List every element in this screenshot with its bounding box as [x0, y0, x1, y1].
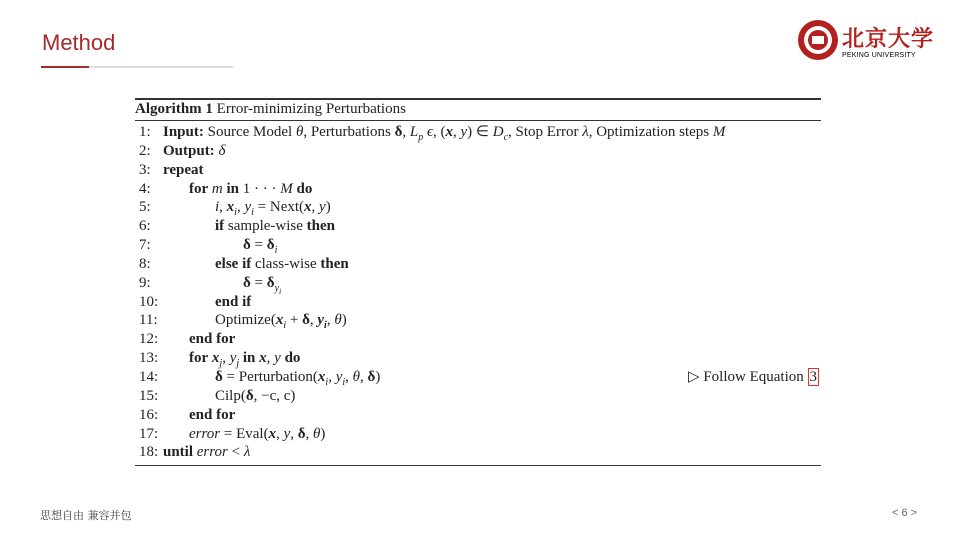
algorithm-name: Error-minimizing Perturbations	[216, 101, 406, 117]
algorithm-bottom-rule	[135, 465, 821, 466]
algorithm-box	[135, 98, 821, 466]
algo-line-12: 12: end for	[139, 331, 236, 348]
algo-line-9: 9: $\delta = \delta_{y_i}$	[139, 274, 282, 296]
algo-line-1: 1: Input: Source Model θ, Perturbations δ, $L_p$ ϵ, (x, y) ∈ $D_c$, Stop Error λ, Optimization steps M	[139, 124, 726, 143]
title-underline-accent	[41, 66, 89, 68]
algorithm-lines	[135, 121, 821, 462]
algo-line-15: 15: Cilp(δ, −c, c)	[139, 387, 296, 404]
page-number: < 6 >	[892, 507, 918, 519]
equation-comment: ▷ Follow Equation 3	[688, 368, 817, 385]
algo-line-13: 13: for $x_j$, $y_j$ in x, y do	[139, 350, 301, 370]
algo-line-4: 4: for m in 1 · · · M do	[139, 180, 313, 197]
algo-line-17: 17: error = Eval(x, y, δ, θ)	[139, 425, 326, 442]
seal-icon	[798, 20, 838, 60]
footer-motto: 思想自由 兼容并包	[40, 509, 132, 522]
algo-line-10: 10: end if	[139, 293, 252, 310]
logo-english-name: PEKING UNIVERSITY	[842, 52, 916, 59]
algo-line-5: 5: i, $x_i$, $y_i$ = Next(x, y)	[139, 199, 331, 219]
algo-line-18: 18: until error < λ	[139, 444, 251, 461]
algo-line-7: 7: $\delta = \delta_i$	[139, 237, 278, 257]
algo-line-8: 8: else if class-wise then	[139, 255, 349, 272]
algo-line-3: 3: repeat	[139, 161, 204, 178]
algo-line-16: 16: end for	[139, 406, 236, 423]
algo-line-11: 11: $Optimize(x_i + \delta$, $y_i$, θ)	[139, 312, 347, 332]
slide-title: Method	[42, 30, 116, 55]
algo-line-6: 6: if sample-wise then	[139, 218, 335, 235]
logo-chinese-name: 北京大学	[842, 26, 935, 52]
algo-line-14: 14: $\delta = Perturbation(x_i$, $y_i$, θ, δ) ▷ Follow Equation 3	[139, 368, 817, 388]
algo-line-2: 2: Output: δ	[139, 142, 226, 159]
university-logo	[798, 20, 935, 64]
title-underline	[41, 66, 233, 68]
algorithm-label: Algorithm 1	[135, 101, 213, 117]
algorithm-header	[135, 100, 821, 118]
equation-reference-link[interactable]: 3	[809, 368, 817, 385]
